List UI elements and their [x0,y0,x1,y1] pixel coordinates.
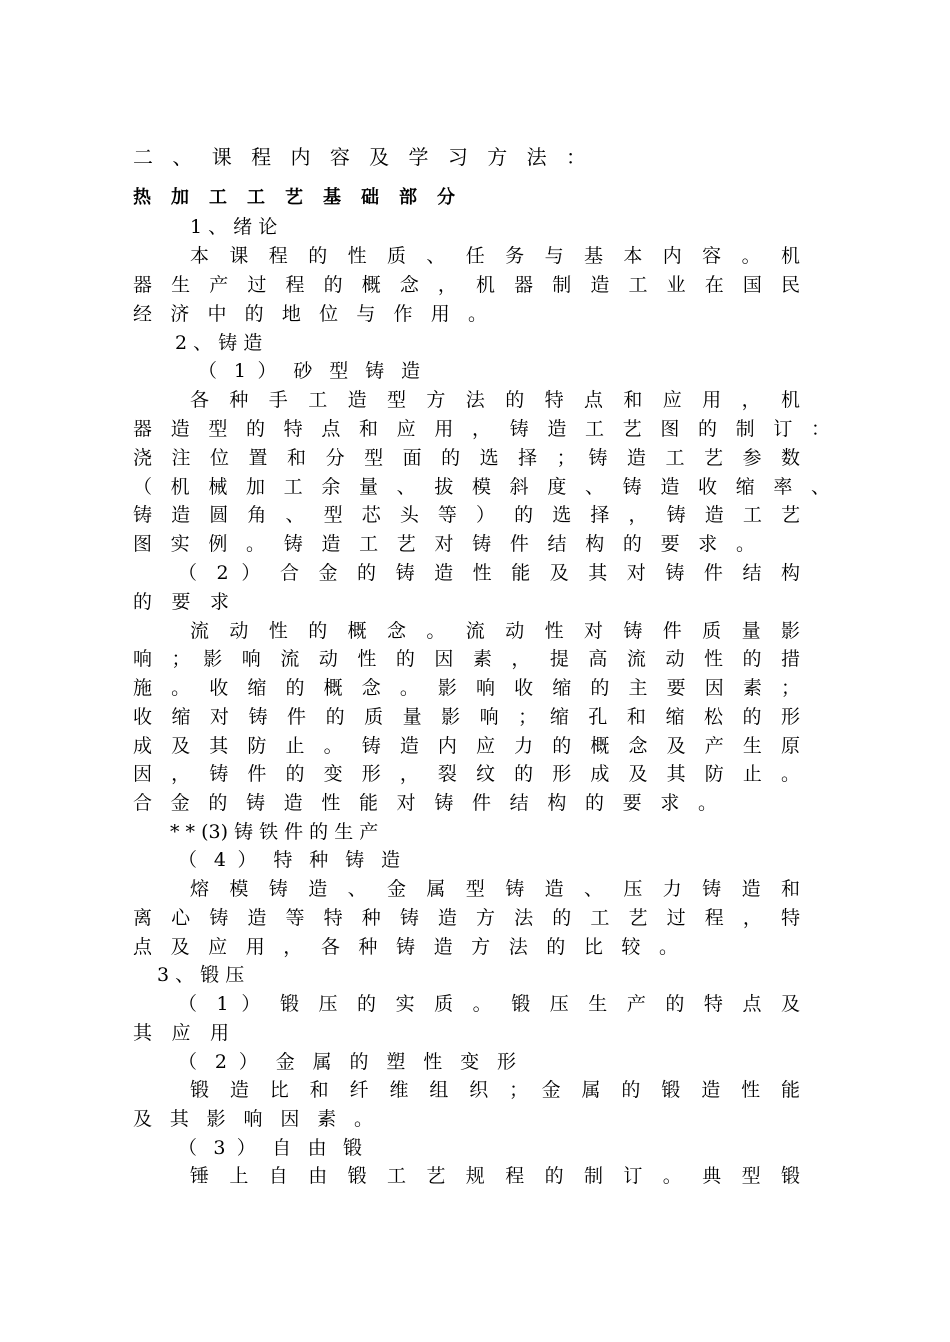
paragraph-line: 锤 上 自 由 锻 工 艺 规 程 的 制 订 。 典 型 锻 [190,1165,800,1187]
paragraph-line: 铸 造 圆 角 、 型 芯 头 等 ） 的 选 择 ， 铸 造 工 艺 [133,504,800,526]
paragraph-line: 施 。 收 缩 的 概 念 。 影 响 收 缩 的 主 要 因 素 ； [133,677,800,699]
paragraph-line: 器 造 型 的 特 点 和 应 用 ， 铸 造 工 艺 图 的 制 订 ： [133,418,830,440]
paragraph-line: 因 ， 铸 件 的 变 形 ， 裂 纹 的 形 成 及 其 防 止 。 [133,763,800,785]
paragraph-line: 其 应 用 [133,1022,229,1044]
paragraph-line: （ 机 械 加 工 余 量 、 拔 模 斜 度 、 铸 造 收 缩 率 、 [133,476,830,498]
paragraph-line: 本 课 程 的 性 质 、 任 务 与 基 本 内 容 。 机 [190,245,800,267]
paragraph-line: 点 及 应 用 ， 各 种 铸 造 方 法 的 比 较 。 [133,936,678,958]
subsection-heading: 3 、 锻 压 [157,964,245,986]
paragraph-line: 经 济 中 的 地 位 与 作 用 。 [133,303,487,325]
paragraph-line: 响 ； 影 响 流 动 性 的 因 素 ， 提 高 流 动 性 的 措 [133,648,800,670]
section-heading: 二 、 课 程 内 容 及 学 习 方 法 ： [133,145,588,169]
paragraph-line: 的 要 求 [133,591,229,613]
section-title: 热 加 工 工 艺 基 础 部 分 [133,187,455,208]
paragraph-line: 熔 模 铸 造 、 金 属 型 铸 造 、 压 力 铸 造 和 [190,878,800,900]
paragraph-line: 浇 注 位 置 和 分 型 面 的 选 择 ； 铸 造 工 艺 参 数 [133,447,800,469]
paragraph-line: 器 生 产 过 程 的 概 念 ， 机 器 制 造 工 业 在 国 民 [133,274,800,296]
subsection-heading: 1 、 绪 论 [190,216,278,238]
paragraph-line: 锻 造 比 和 纤 维 组 织 ； 金 属 的 锻 造 性 能 [190,1079,800,1101]
subsection-heading: （ 1 ） 锻 压 的 实 质 。 锻 压 生 产 的 特 点 及 [178,993,800,1015]
subsection-heading: （ 2 ） 金 属 的 塑 性 变 形 [178,1051,516,1073]
paragraph-line: 流 动 性 的 概 念 。 流 动 性 对 铸 件 质 量 影 [190,620,800,642]
paragraph-line: 收 缩 对 铸 件 的 质 量 影 响 ； 缩 孔 和 缩 松 的 形 [133,706,800,728]
paragraph-line: 及 其 影 响 因 素 。 [133,1108,373,1130]
subsection-heading: （ 3 ） 自 由 锻 [178,1137,362,1159]
paragraph-line: 图 实 例 。 铸 造 工 艺 对 铸 件 结 构 的 要 求 。 [133,533,755,555]
paragraph-line: 各 种 手 工 造 型 方 法 的 特 点 和 应 用 ， 机 [190,389,800,411]
subsection-heading: * * (3) 铸 铁 件 的 生 产 [170,821,379,843]
paragraph-line: 合 金 的 铸 造 性 能 对 铸 件 结 构 的 要 求 。 [133,792,717,814]
paragraph-line: 成 及 其 防 止 。 铸 造 内 应 力 的 概 念 及 产 生 原 [133,735,800,757]
subsection-heading: 2 、 铸 造 [175,332,263,354]
paragraph-line: 离 心 铸 造 等 特 种 铸 造 方 法 的 工 艺 过 程 ， 特 [133,907,800,929]
subsection-heading: （ 2 ） 合 金 的 铸 造 性 能 及 其 对 铸 件 结 构 [178,562,800,584]
subsection-heading: （ 4 ） 特 种 铸 造 [178,849,400,871]
subsection-heading: （ 1 ） 砂 型 铸 造 [198,360,420,382]
